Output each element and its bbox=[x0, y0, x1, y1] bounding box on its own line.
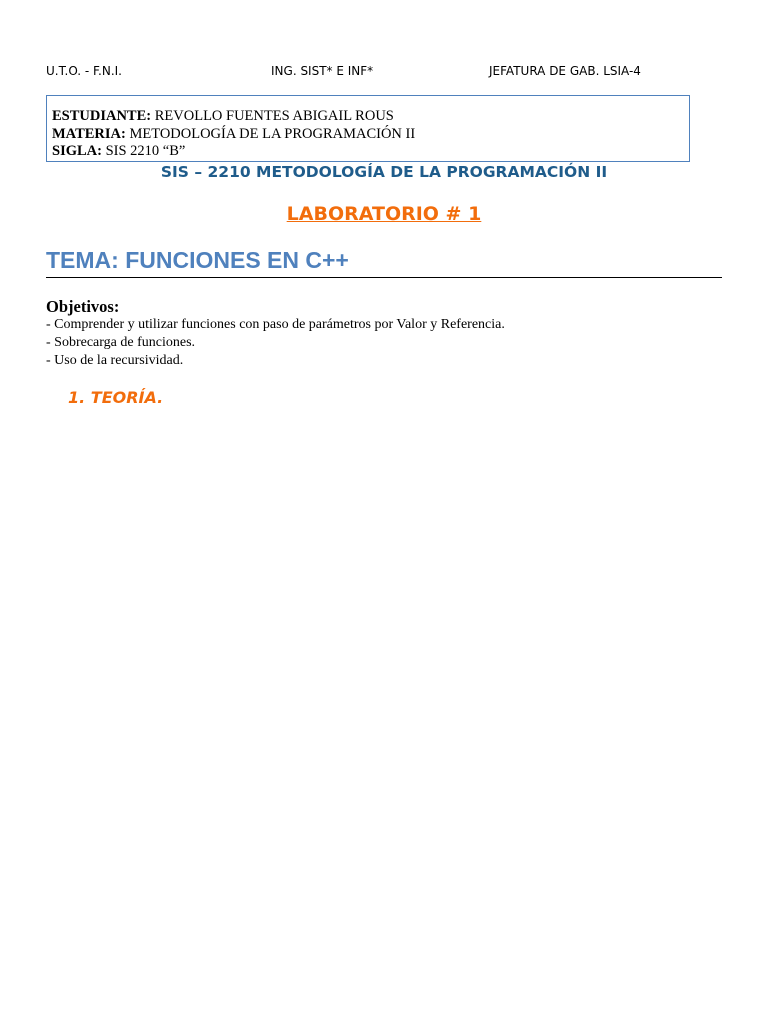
topic-divider bbox=[46, 277, 722, 278]
header-department: ING. SIST* E INF* bbox=[271, 64, 374, 78]
course-code: SIS 2210 “B” bbox=[101, 143, 186, 159]
objectives-heading: Objetivos: bbox=[46, 297, 120, 316]
lab-title: LABORATORIO # 1 bbox=[286, 203, 482, 225]
subject-name: METODOLOGÍA DE LA PROGRAMACIÓN II bbox=[125, 125, 416, 142]
objective-item: - Sobrecarga de funciones. bbox=[46, 335, 196, 350]
course-title: SIS – 2210 METODOLOGÍA DE LA PROGRAMACIÓN II bbox=[160, 163, 608, 181]
student-name: REVOLLO FUENTES ABIGAIL ROUS bbox=[151, 108, 394, 124]
theory-section-heading: 1. TEORÍA. bbox=[68, 388, 164, 407]
code-row bbox=[52, 143, 689, 161]
objective-item: - Comprender y utilizar funciones con paso de parámetros por Valor y Referencia. bbox=[46, 317, 505, 332]
subject-label: MATERIA: bbox=[52, 125, 126, 142]
topic-heading: TEMA: FUNCIONES EN C++ bbox=[46, 247, 349, 273]
student-row bbox=[52, 108, 689, 126]
header-institution: U.T.O. - F.N.I. bbox=[46, 64, 122, 78]
code-label: SIGLA: bbox=[52, 143, 102, 159]
objectives-section bbox=[46, 297, 505, 370]
header-office: JEFATURA DE GAB. LSIA-4 bbox=[489, 64, 641, 78]
objective-item: - Uso de la recursividad. bbox=[46, 353, 184, 368]
student-info-box bbox=[46, 95, 690, 162]
student-label: ESTUDIANTE: bbox=[52, 108, 152, 124]
subject-row bbox=[52, 126, 689, 144]
